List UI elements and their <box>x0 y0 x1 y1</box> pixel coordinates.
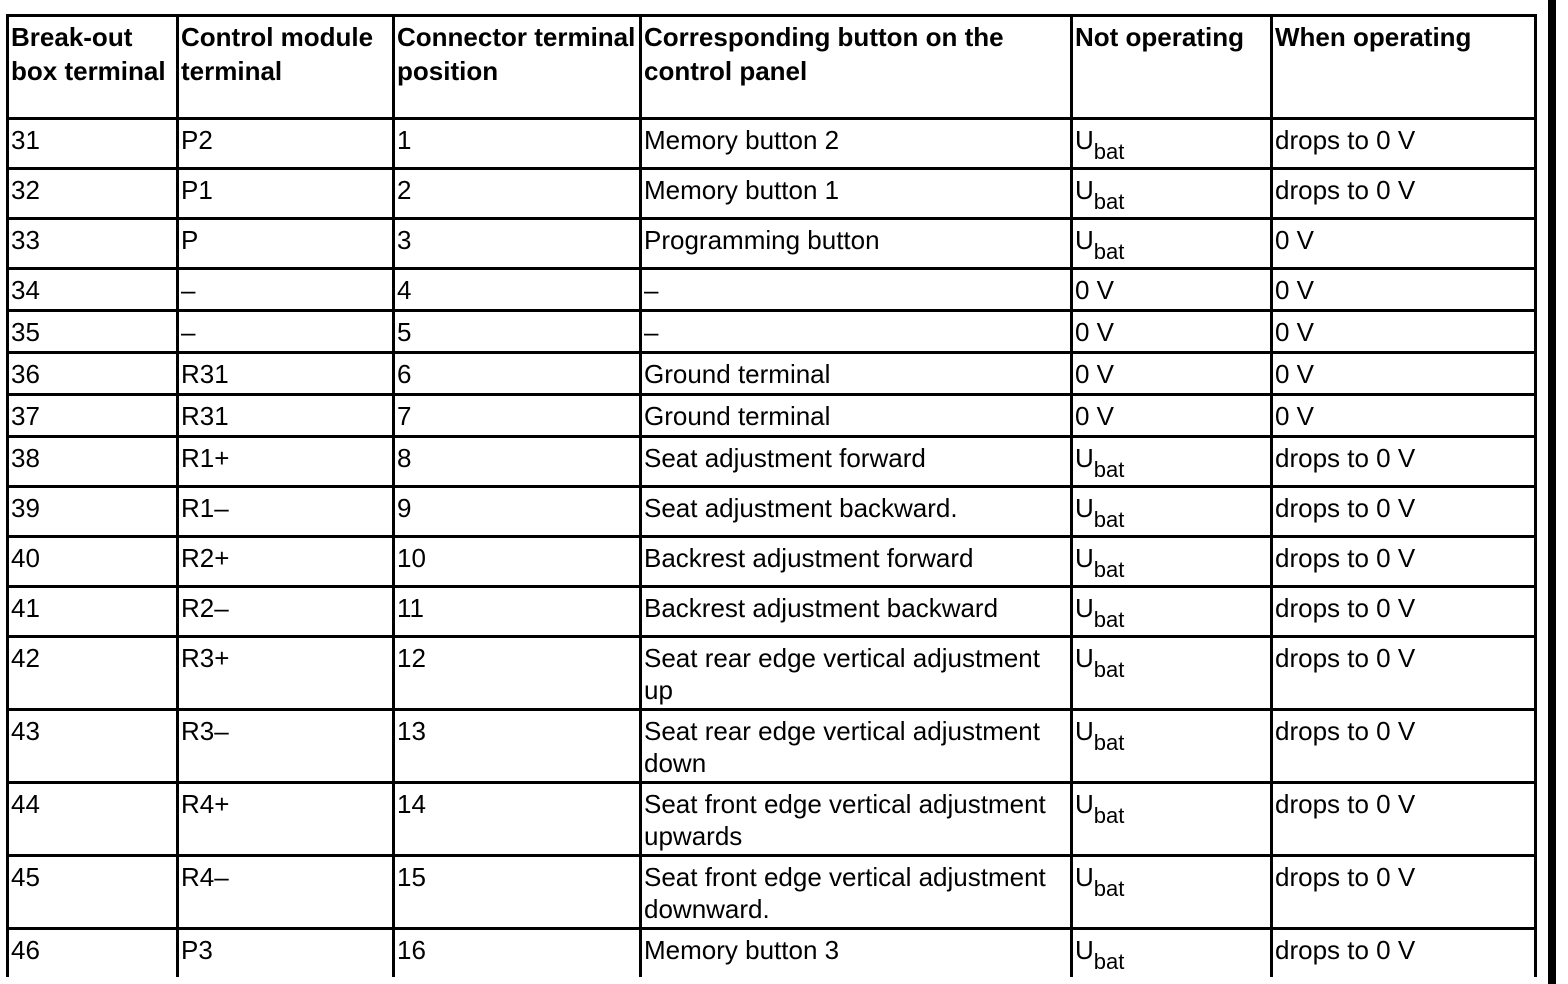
page-edge-bar <box>1548 0 1556 984</box>
when-operating-cell <box>1272 219 1536 269</box>
not-operating-value: U <box>1075 175 1094 205</box>
not-operating-value: U <box>1075 716 1094 746</box>
not-operating-subscript: bat <box>1093 507 1125 532</box>
not-operating-value: U <box>1075 789 1094 819</box>
breakout-terminal-cell-text: 46 <box>11 935 40 965</box>
breakout-terminal-cell <box>8 487 178 537</box>
not-operating-value: U <box>1075 543 1094 573</box>
button-description-cell <box>641 710 1072 783</box>
table-row <box>8 929 1536 978</box>
button-description-cell <box>641 783 1072 856</box>
module-terminal-cell-text: P2 <box>181 125 213 155</box>
when-operating-cell <box>1272 487 1536 537</box>
not-operating-subscript: bat <box>1093 457 1125 482</box>
table-row <box>8 437 1536 487</box>
breakout-terminal-cell-text: 34 <box>11 275 40 305</box>
not-operating-cell <box>1072 169 1272 219</box>
breakout-terminal-cell-text: 33 <box>11 225 40 255</box>
table-row <box>8 269 1536 311</box>
not-operating-subscript: bat <box>1093 657 1125 682</box>
not-operating-cell <box>1072 219 1272 269</box>
module-terminal-cell-text: R2– <box>181 593 229 623</box>
terminal-table <box>6 14 1537 977</box>
button-description-cell-text: Backrest adjustment forward <box>644 543 974 573</box>
not-operating-value: U <box>1075 125 1094 155</box>
connector-position-cell-text: 13 <box>397 716 426 746</box>
module-terminal-cell <box>178 783 394 856</box>
when-operating-cell <box>1272 783 1536 856</box>
breakout-terminal-cell <box>8 353 178 395</box>
header-connector-terminal-position: Connector terminal position <box>394 16 641 119</box>
module-terminal-cell-text: P3 <box>181 935 213 965</box>
module-terminal-cell <box>178 269 394 311</box>
when-operating-cell-text: drops to 0 V <box>1275 543 1416 573</box>
not-operating-cell <box>1072 487 1272 537</box>
breakout-terminal-cell <box>8 783 178 856</box>
when-operating-cell-text: 0 V <box>1275 359 1315 389</box>
button-description-cell-text: – <box>644 275 659 305</box>
breakout-terminal-cell <box>8 856 178 929</box>
terminal-table-container <box>6 14 1534 977</box>
connector-position-cell <box>394 587 641 637</box>
button-description-cell-text: Backrest adjustment backward <box>644 593 999 623</box>
breakout-terminal-cell <box>8 269 178 311</box>
not-operating-subscript: bat <box>1093 189 1125 214</box>
table-row <box>8 710 1536 783</box>
when-operating-cell <box>1272 395 1536 437</box>
breakout-terminal-cell-text: 44 <box>11 789 40 819</box>
button-description-cell <box>641 119 1072 169</box>
module-terminal-cell <box>178 395 394 437</box>
table-row <box>8 169 1536 219</box>
when-operating-cell <box>1272 587 1536 637</box>
button-description-cell-text: Memory button 2 <box>644 125 840 155</box>
not-operating-cell <box>1072 856 1272 929</box>
breakout-terminal-cell-text: 43 <box>11 716 40 746</box>
module-terminal-cell <box>178 311 394 353</box>
not-operating-subscript: bat <box>1093 876 1125 901</box>
connector-position-cell <box>394 537 641 587</box>
table-row <box>8 311 1536 353</box>
when-operating-cell <box>1272 710 1536 783</box>
connector-position-cell-text: 5 <box>397 317 412 347</box>
not-operating-subscript: bat <box>1093 557 1125 582</box>
connector-position-cell <box>394 353 641 395</box>
breakout-terminal-cell <box>8 537 178 587</box>
connector-position-cell-text: 6 <box>397 359 412 389</box>
button-description-cell-text: Ground terminal <box>644 401 831 431</box>
connector-position-cell-text: 8 <box>397 443 412 473</box>
button-description-cell <box>641 269 1072 311</box>
connector-position-cell-text: 4 <box>397 275 412 305</box>
not-operating-subscript: bat <box>1093 730 1125 755</box>
when-operating-cell-text: drops to 0 V <box>1275 789 1416 819</box>
button-description-cell <box>641 929 1072 978</box>
table-row <box>8 353 1536 395</box>
module-terminal-cell-text: R1+ <box>181 443 230 473</box>
button-description-cell <box>641 587 1072 637</box>
not-operating-subscript: bat <box>1093 139 1125 164</box>
when-operating-cell <box>1272 637 1536 710</box>
not-operating-value: U <box>1075 643 1094 673</box>
when-operating-cell-text: 0 V <box>1275 317 1315 347</box>
module-terminal-cell <box>178 710 394 783</box>
button-description-cell <box>641 395 1072 437</box>
module-terminal-cell <box>178 119 394 169</box>
button-description-cell <box>641 219 1072 269</box>
header-not-operating: Not operating <box>1072 16 1272 119</box>
module-terminal-cell-text: – <box>181 275 196 305</box>
not-operating-cell <box>1072 587 1272 637</box>
when-operating-cell <box>1272 856 1536 929</box>
when-operating-cell <box>1272 537 1536 587</box>
connector-position-cell <box>394 395 641 437</box>
button-description-cell-text: Memory button 1 <box>644 175 840 205</box>
not-operating-cell <box>1072 537 1272 587</box>
breakout-terminal-cell-text: 39 <box>11 493 40 523</box>
not-operating-subscript: bat <box>1093 239 1125 264</box>
not-operating-subscript: bat <box>1093 607 1125 632</box>
when-operating-cell <box>1272 169 1536 219</box>
table-row <box>8 219 1536 269</box>
not-operating-cell <box>1072 929 1272 978</box>
not-operating-value: U <box>1075 862 1094 892</box>
connector-position-cell-text: 3 <box>397 225 412 255</box>
when-operating-cell <box>1272 353 1536 395</box>
button-description-cell <box>641 856 1072 929</box>
module-terminal-cell-text: R4+ <box>181 789 230 819</box>
button-description-cell <box>641 311 1072 353</box>
button-description-cell-text: Seat rear edge vertical adjustment down <box>644 716 1040 778</box>
module-terminal-cell-text: P1 <box>181 175 213 205</box>
connector-position-cell-text: 16 <box>397 935 426 965</box>
not-operating-cell <box>1072 353 1272 395</box>
when-operating-cell <box>1272 269 1536 311</box>
not-operating-value: 0 V <box>1075 317 1115 347</box>
breakout-terminal-cell <box>8 929 178 978</box>
module-terminal-cell <box>178 487 394 537</box>
breakout-terminal-cell <box>8 587 178 637</box>
table-row <box>8 637 1536 710</box>
connector-position-cell <box>394 269 641 311</box>
table-row <box>8 856 1536 929</box>
breakout-terminal-cell-text: 40 <box>11 543 40 573</box>
module-terminal-cell <box>178 929 394 978</box>
connector-position-cell <box>394 487 641 537</box>
module-terminal-cell-text: R1– <box>181 493 229 523</box>
module-terminal-cell-text: R3– <box>181 716 229 746</box>
when-operating-cell-text: drops to 0 V <box>1275 175 1416 205</box>
module-terminal-cell-text: P <box>181 225 199 255</box>
when-operating-cell-text: drops to 0 V <box>1275 862 1416 892</box>
not-operating-value: U <box>1075 225 1094 255</box>
breakout-terminal-cell-text: 45 <box>11 862 40 892</box>
button-description-cell <box>641 437 1072 487</box>
not-operating-cell <box>1072 119 1272 169</box>
connector-position-cell-text: 10 <box>397 543 426 573</box>
connector-position-cell-text: 12 <box>397 643 426 673</box>
button-description-cell-text: Memory button 3 <box>644 935 840 965</box>
not-operating-cell <box>1072 437 1272 487</box>
not-operating-value: 0 V <box>1075 359 1115 389</box>
when-operating-cell-text: drops to 0 V <box>1275 125 1416 155</box>
not-operating-value: U <box>1075 493 1094 523</box>
button-description-cell <box>641 169 1072 219</box>
module-terminal-cell <box>178 437 394 487</box>
table-row <box>8 119 1536 169</box>
not-operating-cell <box>1072 269 1272 311</box>
module-terminal-cell-text: R31 <box>181 359 229 389</box>
table-row <box>8 587 1536 637</box>
breakout-terminal-cell-text: 37 <box>11 401 40 431</box>
when-operating-cell <box>1272 929 1536 978</box>
button-description-cell-text: Ground terminal <box>644 359 831 389</box>
breakout-terminal-cell-text: 35 <box>11 317 40 347</box>
button-description-cell-text: – <box>644 317 659 347</box>
button-description-cell-text: Seat rear edge vertical adjustment up <box>644 643 1040 705</box>
header-when-operating: When operating <box>1272 16 1536 119</box>
not-operating-cell <box>1072 710 1272 783</box>
breakout-terminal-cell-text: 41 <box>11 593 40 623</box>
table-row <box>8 395 1536 437</box>
table-header <box>8 16 1536 119</box>
header-row <box>8 16 1536 119</box>
module-terminal-cell <box>178 637 394 710</box>
not-operating-value: U <box>1075 935 1094 965</box>
module-terminal-cell-text: R2+ <box>181 543 230 573</box>
when-operating-cell <box>1272 311 1536 353</box>
breakout-terminal-cell-text: 31 <box>11 125 40 155</box>
button-description-cell <box>641 353 1072 395</box>
when-operating-cell-text: drops to 0 V <box>1275 593 1416 623</box>
module-terminal-cell <box>178 587 394 637</box>
connector-position-cell <box>394 169 641 219</box>
not-operating-cell <box>1072 783 1272 856</box>
header-breakout-box-terminal: Break-out box terminal <box>8 16 178 119</box>
not-operating-value: U <box>1075 593 1094 623</box>
when-operating-cell-text: drops to 0 V <box>1275 935 1416 965</box>
breakout-terminal-cell-text: 42 <box>11 643 40 673</box>
connector-position-cell <box>394 437 641 487</box>
table-row <box>8 487 1536 537</box>
when-operating-cell-text: drops to 0 V <box>1275 643 1416 673</box>
button-description-cell <box>641 637 1072 710</box>
breakout-terminal-cell <box>8 637 178 710</box>
connector-position-cell <box>394 710 641 783</box>
header-corresponding-button: Corresponding button on the control panel <box>641 16 1072 119</box>
when-operating-cell-text: 0 V <box>1275 225 1315 255</box>
breakout-terminal-cell-text: 38 <box>11 443 40 473</box>
not-operating-subscript: bat <box>1093 803 1125 828</box>
breakout-terminal-cell-text: 36 <box>11 359 40 389</box>
when-operating-cell-text: 0 V <box>1275 275 1315 305</box>
breakout-terminal-cell <box>8 169 178 219</box>
breakout-terminal-cell <box>8 395 178 437</box>
not-operating-cell <box>1072 637 1272 710</box>
connector-position-cell <box>394 856 641 929</box>
when-operating-cell <box>1272 437 1536 487</box>
button-description-cell-text: Seat front edge vertical adjustment upwards <box>644 789 1046 851</box>
module-terminal-cell <box>178 537 394 587</box>
module-terminal-cell <box>178 219 394 269</box>
connector-position-cell-text: 14 <box>397 789 426 819</box>
connector-position-cell-text: 2 <box>397 175 412 205</box>
breakout-terminal-cell <box>8 219 178 269</box>
button-description-cell-text: Seat adjustment forward <box>644 443 926 473</box>
breakout-terminal-cell <box>8 710 178 783</box>
connector-position-cell-text: 1 <box>397 125 412 155</box>
button-description-cell-text: Programming button <box>644 225 880 255</box>
when-operating-cell <box>1272 119 1536 169</box>
not-operating-value: 0 V <box>1075 275 1115 305</box>
not-operating-value: U <box>1075 443 1094 473</box>
connector-position-cell-text: 9 <box>397 493 412 523</box>
table-row <box>8 537 1536 587</box>
when-operating-cell-text: drops to 0 V <box>1275 716 1416 746</box>
breakout-terminal-cell <box>8 437 178 487</box>
button-description-cell <box>641 537 1072 587</box>
connector-position-cell <box>394 119 641 169</box>
module-terminal-cell-text: R4– <box>181 862 229 892</box>
connector-position-cell-text: 15 <box>397 862 426 892</box>
connector-position-cell <box>394 637 641 710</box>
breakout-terminal-cell <box>8 119 178 169</box>
not-operating-cell <box>1072 395 1272 437</box>
header-control-module-terminal: Control module terminal <box>178 16 394 119</box>
module-terminal-cell <box>178 856 394 929</box>
button-description-cell-text: Seat adjustment backward. <box>644 493 958 523</box>
not-operating-subscript: bat <box>1093 949 1125 974</box>
when-operating-cell-text: 0 V <box>1275 401 1315 431</box>
module-terminal-cell-text: – <box>181 317 196 347</box>
connector-position-cell <box>394 311 641 353</box>
module-terminal-cell <box>178 353 394 395</box>
button-description-cell <box>641 487 1072 537</box>
breakout-terminal-cell <box>8 311 178 353</box>
table-body <box>8 119 1536 978</box>
connector-position-cell <box>394 929 641 978</box>
module-terminal-cell-text: R31 <box>181 401 229 431</box>
module-terminal-cell <box>178 169 394 219</box>
button-description-cell-text: Seat front edge vertical adjustment downward. <box>644 862 1046 924</box>
table-row <box>8 783 1536 856</box>
connector-position-cell-text: 11 <box>397 593 424 623</box>
connector-position-cell <box>394 783 641 856</box>
not-operating-cell <box>1072 311 1272 353</box>
not-operating-value: 0 V <box>1075 401 1115 431</box>
when-operating-cell-text: drops to 0 V <box>1275 493 1416 523</box>
connector-position-cell <box>394 219 641 269</box>
breakout-terminal-cell-text: 32 <box>11 175 40 205</box>
module-terminal-cell-text: R3+ <box>181 643 230 673</box>
connector-position-cell-text: 7 <box>397 401 412 431</box>
when-operating-cell-text: drops to 0 V <box>1275 443 1416 473</box>
